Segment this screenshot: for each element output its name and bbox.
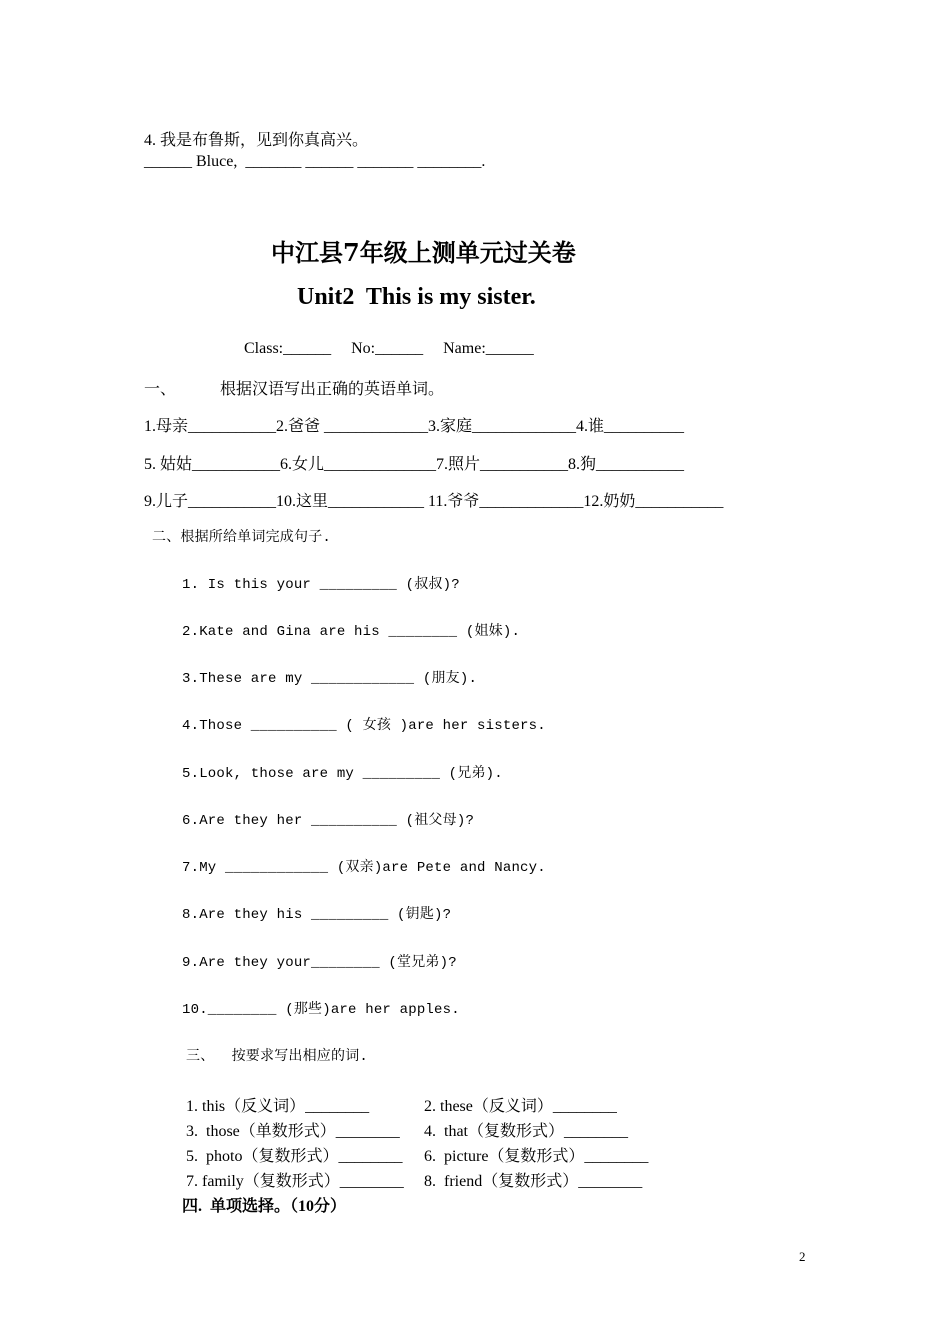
section3-item-1: 1. this（反义词）________	[186, 1098, 370, 1115]
section3-item-8: 8. friend（复数形式）________	[424, 1173, 643, 1190]
section3-item-4: 4. that（复数形式）________	[424, 1123, 628, 1140]
section2-item-8: 8.Are they his _________ (钥匙)?	[182, 907, 452, 923]
section3-item-3: 3. those（单数形式）________	[186, 1123, 400, 1140]
question-4-chinese: 4. 我是布鲁斯，见到你真高兴。	[144, 132, 369, 149]
section3-item-2: 2. these（反义词）________	[424, 1098, 617, 1115]
section1-row-2: 5. 姑姑___________6.女儿______________7.照片___________8.狗___________	[144, 456, 685, 473]
section2-heading: 二、根据所给单词完成句子.	[152, 530, 332, 546]
section3-item-7: 7. family（复数形式）________	[186, 1173, 404, 1190]
section3-heading: 三、 按要求写出相应的词.	[186, 1049, 369, 1065]
section3-item-6: 6. picture（复数形式）________	[424, 1148, 649, 1165]
section3-item-5: 5. photo（复数形式）________	[186, 1148, 403, 1165]
page-number: 2	[799, 1249, 806, 1264]
section1-row-1: 1.母亲___________2.爸爸 _____________3.家庭_____________4.谁__________	[144, 418, 685, 435]
section2-item-6: 6.Are they her __________ (祖父母)?	[182, 813, 475, 829]
section2-item-10: 10.________ (那些)are her apples.	[182, 1002, 460, 1018]
section2-item-5: 5.Look, those are my _________ (兄弟).	[182, 766, 503, 782]
page-title: 中江县7年级上测单元过关卷	[271, 238, 576, 267]
student-info-line: Class:______ No:______ Name:______	[244, 340, 534, 357]
section4-heading: 四. 单项选择。（10分）	[182, 1198, 347, 1215]
section2-item-3: 3.These are my ____________ (朋友).	[182, 671, 478, 687]
section2-item-2: 2.Kate and Gina are his ________ (姐妹).	[182, 624, 521, 640]
section1-row-3: 9.儿子___________10.这里____________ 11.爷爷_____________12.奶奶___________	[144, 493, 724, 510]
section2-item-4: 4.Those __________ ( 女孩 )are her sisters.	[182, 718, 546, 734]
question-4-blanks: ______ Bluce, _______ ______ _______ ________.	[144, 153, 486, 170]
section2-item-9: 9.Are they your________ (堂兄弟)?	[182, 955, 457, 971]
section1-heading-number: 一、	[144, 381, 177, 398]
section2-item-1: 1. Is this your _________ (叔叔)?	[182, 577, 460, 593]
section2-item-7: 7.My ____________ (双亲)are Pete and Nancy.	[182, 860, 546, 876]
section1-heading: 根据汉语写出正确的英语单词。	[220, 381, 445, 398]
unit-subtitle: Unit2 This is my sister.	[297, 284, 536, 310]
